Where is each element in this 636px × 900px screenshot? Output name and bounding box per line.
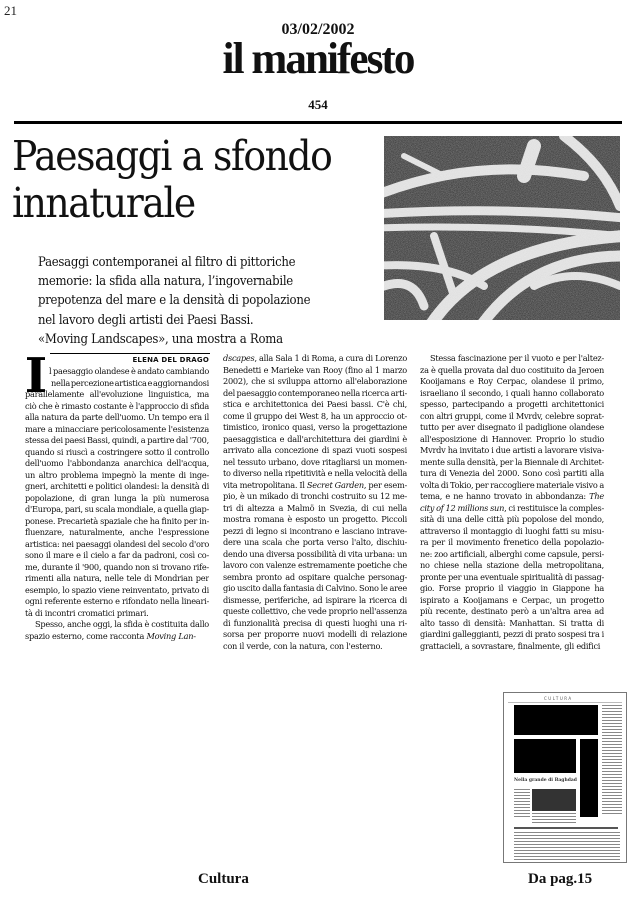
thumbnail-section-label: CULTURA <box>544 696 573 701</box>
line-text: tura di Venezia del 2000. Sono così partiti alla <box>420 468 604 478</box>
line-text: ciò che è rimasto costante è l'approccio di sfida <box>25 400 209 411</box>
article-line <box>223 583 407 595</box>
line-text: mostra romana è esposto un progetto. Piccoli <box>223 514 407 524</box>
article-line <box>420 503 604 515</box>
article-line <box>25 631 209 643</box>
line-text: l paesaggio olandese è andato cambiando <box>49 366 209 376</box>
article-column-1 <box>25 353 209 642</box>
article-line <box>420 434 604 446</box>
article-line <box>420 399 604 411</box>
line-text: dendo una diversa possibilità di vita urbana: un <box>223 548 407 559</box>
artwork-title: city of 12 millions sun <box>420 502 505 513</box>
line-text: vita metropolitana. Il <box>223 479 307 490</box>
article-line <box>420 560 604 572</box>
article-line <box>25 550 209 562</box>
line-text: dismesse, periferiche, ad ispirare la ricerca di <box>223 594 407 605</box>
thumbnail-text-block <box>514 832 620 860</box>
line-text: del paesaggio contemporaneo nella ricerca arti- <box>223 387 407 398</box>
article-line <box>223 503 407 515</box>
line-text: giardini galleggianti, pezzi di prato sospesi tra i <box>420 629 604 639</box>
line-text: sembra pronto ad ospitare qualche personag- <box>223 571 407 582</box>
article-line <box>420 457 604 469</box>
article-line <box>420 422 604 434</box>
article-line <box>25 435 209 447</box>
line-text: ponese. Precarietà spaziale che ha finito per in- <box>25 515 209 526</box>
line-text: di funzionalità precisa di questi luoghi una ri- <box>223 617 407 628</box>
line-text: timistico, ironico quasi, verso la progettazione <box>223 422 407 432</box>
article-line <box>223 376 407 388</box>
line-text: israeliano il secondo, i quali hanno collaborato <box>420 387 604 398</box>
line-text: za è quella provata dal duo costituito da Jeroen <box>420 364 604 375</box>
line-text: Spesso, anche oggi, la sfida è costituita dallo <box>35 619 209 629</box>
line-text: gneri, architetti e politici olandesi: la densità di <box>25 481 209 491</box>
header-rule <box>14 121 622 124</box>
line-text: ogni referente esterno e rifondato nella lineari- <box>25 596 209 606</box>
line-text: Stessa fascinazione per il vuoto e per l'altez- <box>430 353 604 363</box>
line-text: dell'uomo l'abbondanza anarchica dell'acqua, <box>25 458 209 468</box>
article-line <box>223 514 407 526</box>
article-line <box>420 537 604 549</box>
article-line <box>25 585 209 597</box>
artwork-title: Secret Garden <box>306 479 364 490</box>
footer-section: Cultura <box>198 871 249 887</box>
line-text: queste collettivo, che vede proprio nell'assenza <box>223 606 407 616</box>
article-line <box>223 491 407 503</box>
article-line <box>420 641 604 653</box>
article-line <box>223 641 407 653</box>
page-thumbnail <box>503 692 627 863</box>
article-line <box>25 562 209 574</box>
line-text: quando si riuscì a costringere sotto il controllo <box>25 446 209 457</box>
article-line <box>223 365 407 377</box>
line-text: arrivato alla concezione di spazi vuoti sospesi <box>223 445 407 455</box>
issue-number: 454 <box>308 97 328 112</box>
line-text: me, durante il '900, quando non si trovano rife- <box>25 561 209 572</box>
article-line <box>25 401 209 413</box>
article-line <box>420 549 604 561</box>
article-line <box>223 411 407 423</box>
thumbnail-headline <box>514 827 618 829</box>
article-column-3 <box>420 353 604 652</box>
article-line <box>25 366 209 378</box>
line-text: ispirato a Kooijamans e Cerpac, un progetto <box>420 594 604 605</box>
line-text: gio uscito dalla fantasia di Calvino. Sono le aree <box>223 583 407 593</box>
article-headline <box>12 133 352 227</box>
article-line <box>420 480 604 492</box>
article-line <box>223 572 407 584</box>
exhibition-title: dscapes <box>223 353 255 363</box>
line-text: alla natura da parte dell'uomo. Un tempo era il <box>25 412 209 422</box>
line-text: , ci restituisce la comples- <box>504 502 604 513</box>
line-text: paesaggistica e dall'architettura dei giardini è <box>223 433 407 444</box>
line-text: esempio, lo spazio viene reinventato, privato di <box>25 584 209 595</box>
article-line <box>25 424 209 436</box>
line-text: tà di incontri cromatici primari. <box>25 607 149 618</box>
article-line <box>420 468 604 480</box>
line-text: pronte per una eventuale spiritualità di passag- <box>420 571 604 582</box>
publication-title: il manifesto <box>222 34 414 83</box>
line-text: parallelamente all'evoluzione linguistica, ma <box>25 389 209 399</box>
line-text: d'Europa, pari, su scala mondiale, a quella giap- <box>25 504 209 514</box>
footer-source-page: Da pag.15 <box>528 871 593 887</box>
article-line <box>420 629 604 641</box>
article-line <box>25 412 209 424</box>
article-line <box>223 399 407 411</box>
article-line <box>420 526 604 538</box>
subhead-line: Paesaggi contemporanei al filtro di pittoriche <box>38 254 296 269</box>
article-line <box>223 549 407 561</box>
line-text: fluenzare, naturalmente, anche l'espressione <box>25 527 209 537</box>
article-line <box>420 388 604 400</box>
line-text: con altri gruppi, come il Mvrdv, celebre soprat- <box>420 410 604 421</box>
line-text: ne: zoo artificiali, alberghi come capsule, persi- <box>420 548 604 559</box>
article-line <box>223 537 407 549</box>
thumbnail-photo <box>532 789 576 811</box>
article-line <box>25 458 209 470</box>
article-line <box>223 629 407 641</box>
line-text: pezzi di legno si incontrano e lasciano intrave- <box>223 525 407 536</box>
article-line <box>223 353 407 365</box>
line-text: Benedetti e Marieke van Rooy (fino al 1 marzo <box>223 364 407 375</box>
article-line <box>223 468 407 480</box>
subhead-line: «Moving Landscapes», una mostra a Roma <box>38 330 283 346</box>
article-line <box>25 619 209 631</box>
article-line <box>420 365 604 377</box>
article-line <box>25 516 209 528</box>
line-text: grattacieli, a sovrastare, finalmente, gli edifici <box>420 640 601 651</box>
headline-line: Paesaggi a sfondo <box>12 132 332 180</box>
line-text: rimenti alla natura, nelle tele di Mondrian per <box>25 573 209 583</box>
article-line <box>420 595 604 607</box>
article-photo <box>384 136 620 320</box>
article-line <box>223 434 407 446</box>
article-line <box>25 481 209 493</box>
line-text: più recente, destinato però a un'altra area ad <box>420 606 604 616</box>
article-line <box>25 493 209 505</box>
line-text: tutto per aver disegnato il padiglione olandese <box>420 422 604 432</box>
photo-abstract-curves <box>384 136 620 320</box>
line-text: 2002), che si sviluppa attorno all'elaborazione <box>223 376 407 386</box>
line-text: to diverso nella ripetitività e nella velocità della <box>223 468 407 478</box>
publication-date: 03/02/2002 <box>281 21 355 38</box>
article-line <box>223 595 407 607</box>
article-line <box>420 583 604 595</box>
article-subhead <box>38 252 359 348</box>
subhead-line: memorie: la sfida alla natura, l’ingovernabile <box>38 273 293 289</box>
headline-line: innaturale <box>12 179 195 227</box>
article-line <box>25 447 209 459</box>
line-text: ra per il movimento frenetico della popolazio- <box>420 537 604 547</box>
thumbnail-text-block <box>514 789 530 819</box>
thumbnail-black-block <box>514 739 576 773</box>
article-line <box>25 389 209 401</box>
article-line <box>223 388 407 400</box>
article-line <box>420 445 604 457</box>
thumbnail-rule <box>508 702 622 703</box>
article-line <box>25 608 209 620</box>
byline: ELENA DEL DRAGO <box>132 356 209 364</box>
article-line <box>25 378 209 390</box>
line-text: artistica: nei paesaggi olandesi del secolo d'oro <box>25 538 209 549</box>
thumbnail-black-block <box>514 705 598 735</box>
line-text: mare a minacciare pericolosamente l'esistenza <box>25 423 209 434</box>
line-text: dere una scala che porta verso l'alto, dischiu- <box>223 537 407 547</box>
article-line <box>420 514 604 526</box>
line-text: con il verde, con la natura, con l'esterno. <box>223 640 383 651</box>
article-line <box>420 353 604 365</box>
line-text: all'esposizione di Hannover. Proprio lo studio <box>420 433 604 444</box>
page-number: 21 <box>4 3 17 18</box>
line-text: tri di altezza a Malmö in Svezia, di cui nella <box>223 502 407 513</box>
thumbnail-black-block <box>580 739 598 817</box>
article-line <box>420 618 604 630</box>
article-line <box>25 470 209 482</box>
line-text: attraverso il montaggio di luoghi fatti su misu- <box>420 525 604 536</box>
article-line <box>223 480 407 492</box>
article-line <box>420 572 604 584</box>
line-text: spesso, partecipando a progetti architettonici <box>420 399 604 409</box>
line-text: nel tessuto urbano, dove ritagliarsi un momen- <box>223 456 407 467</box>
line-text: un altro problema impegnò la mente di inge- <box>25 469 209 480</box>
article-line <box>223 560 407 572</box>
line-text: Mvrdv ha invitato i due artisti a lavorare visiva- <box>420 445 604 455</box>
thumbnail-text-block <box>532 813 576 823</box>
exhibition-title: Moving Lan- <box>146 630 196 641</box>
article-line <box>223 606 407 618</box>
line-text: , per esem- <box>363 479 407 490</box>
subhead-line: nel lavoro degli artisti dei Paesi Bassi. <box>38 311 254 327</box>
line-text: stica e architettonica dei Paesi bassi. C'è chi, <box>223 399 407 409</box>
drop-cap-letter: I <box>25 355 47 395</box>
article-line <box>25 573 209 585</box>
line-text: , alla Sala 1 di Roma, a cura di Lorenzo <box>254 353 407 363</box>
line-text: alto tasso di densità: Manhattan. Si tratta di <box>420 617 604 628</box>
article-line <box>420 376 604 388</box>
article-column-2 <box>223 353 407 652</box>
line-text: spazio esterno, come racconta <box>25 630 147 641</box>
article-line <box>223 422 407 434</box>
article-line <box>25 527 209 539</box>
line-text: come il gruppo dei West 8, ha un approccio ot- <box>223 410 407 421</box>
artwork-title: The <box>589 491 604 501</box>
line-text: sono il mare e il cielo a far da padroni, così co- <box>25 550 209 560</box>
line-text: lavoro con valenze estremamente poetiche che <box>223 560 407 570</box>
line-text: stessa dei paesi Bassi, quindi, a partire dal '700, <box>25 435 209 445</box>
thumbnail-text-block <box>602 705 622 815</box>
article-line <box>223 526 407 538</box>
article-line <box>25 539 209 551</box>
article-line <box>420 491 604 503</box>
article-line <box>223 618 407 630</box>
article-line <box>25 596 209 608</box>
line-text: sità di una delle città più popolose del mondo, <box>420 514 604 524</box>
article-line <box>223 445 407 457</box>
line-text: mente sulla densità, per la Biennale di Architet- <box>420 456 604 467</box>
line-text: nella percezione artistica e aggiornandosi <box>51 377 209 388</box>
article-line <box>420 411 604 423</box>
line-text: gio. Forse proprio il viaggio in Giappone ha <box>420 583 604 593</box>
line-text: pio, è un mikado di tronchi costruito su 12 me- <box>223 491 407 501</box>
line-text: volta di Tokio, per raccogliere materiale visivo a <box>420 479 604 490</box>
article-line <box>420 606 604 618</box>
article-line <box>223 457 407 469</box>
subhead-line: prepotenza del mare e la densità di popolazione <box>38 292 311 308</box>
line-text: tema, e ne hanno trovato in abbondanza: <box>420 491 590 501</box>
line-text: sorsa per proporre nuovi modelli di relazione <box>223 629 407 639</box>
line-text: popolazione, di gran lunga la più numerosa <box>25 492 209 503</box>
thumbnail-caption: Nella grande di Baghdad <box>514 778 577 783</box>
line-text: Kooijamans e Roy Cerpac, olandese il primo, <box>420 376 604 386</box>
article-line <box>25 504 209 516</box>
line-text: no chiese nella stazione della metropolitana, <box>420 560 604 570</box>
